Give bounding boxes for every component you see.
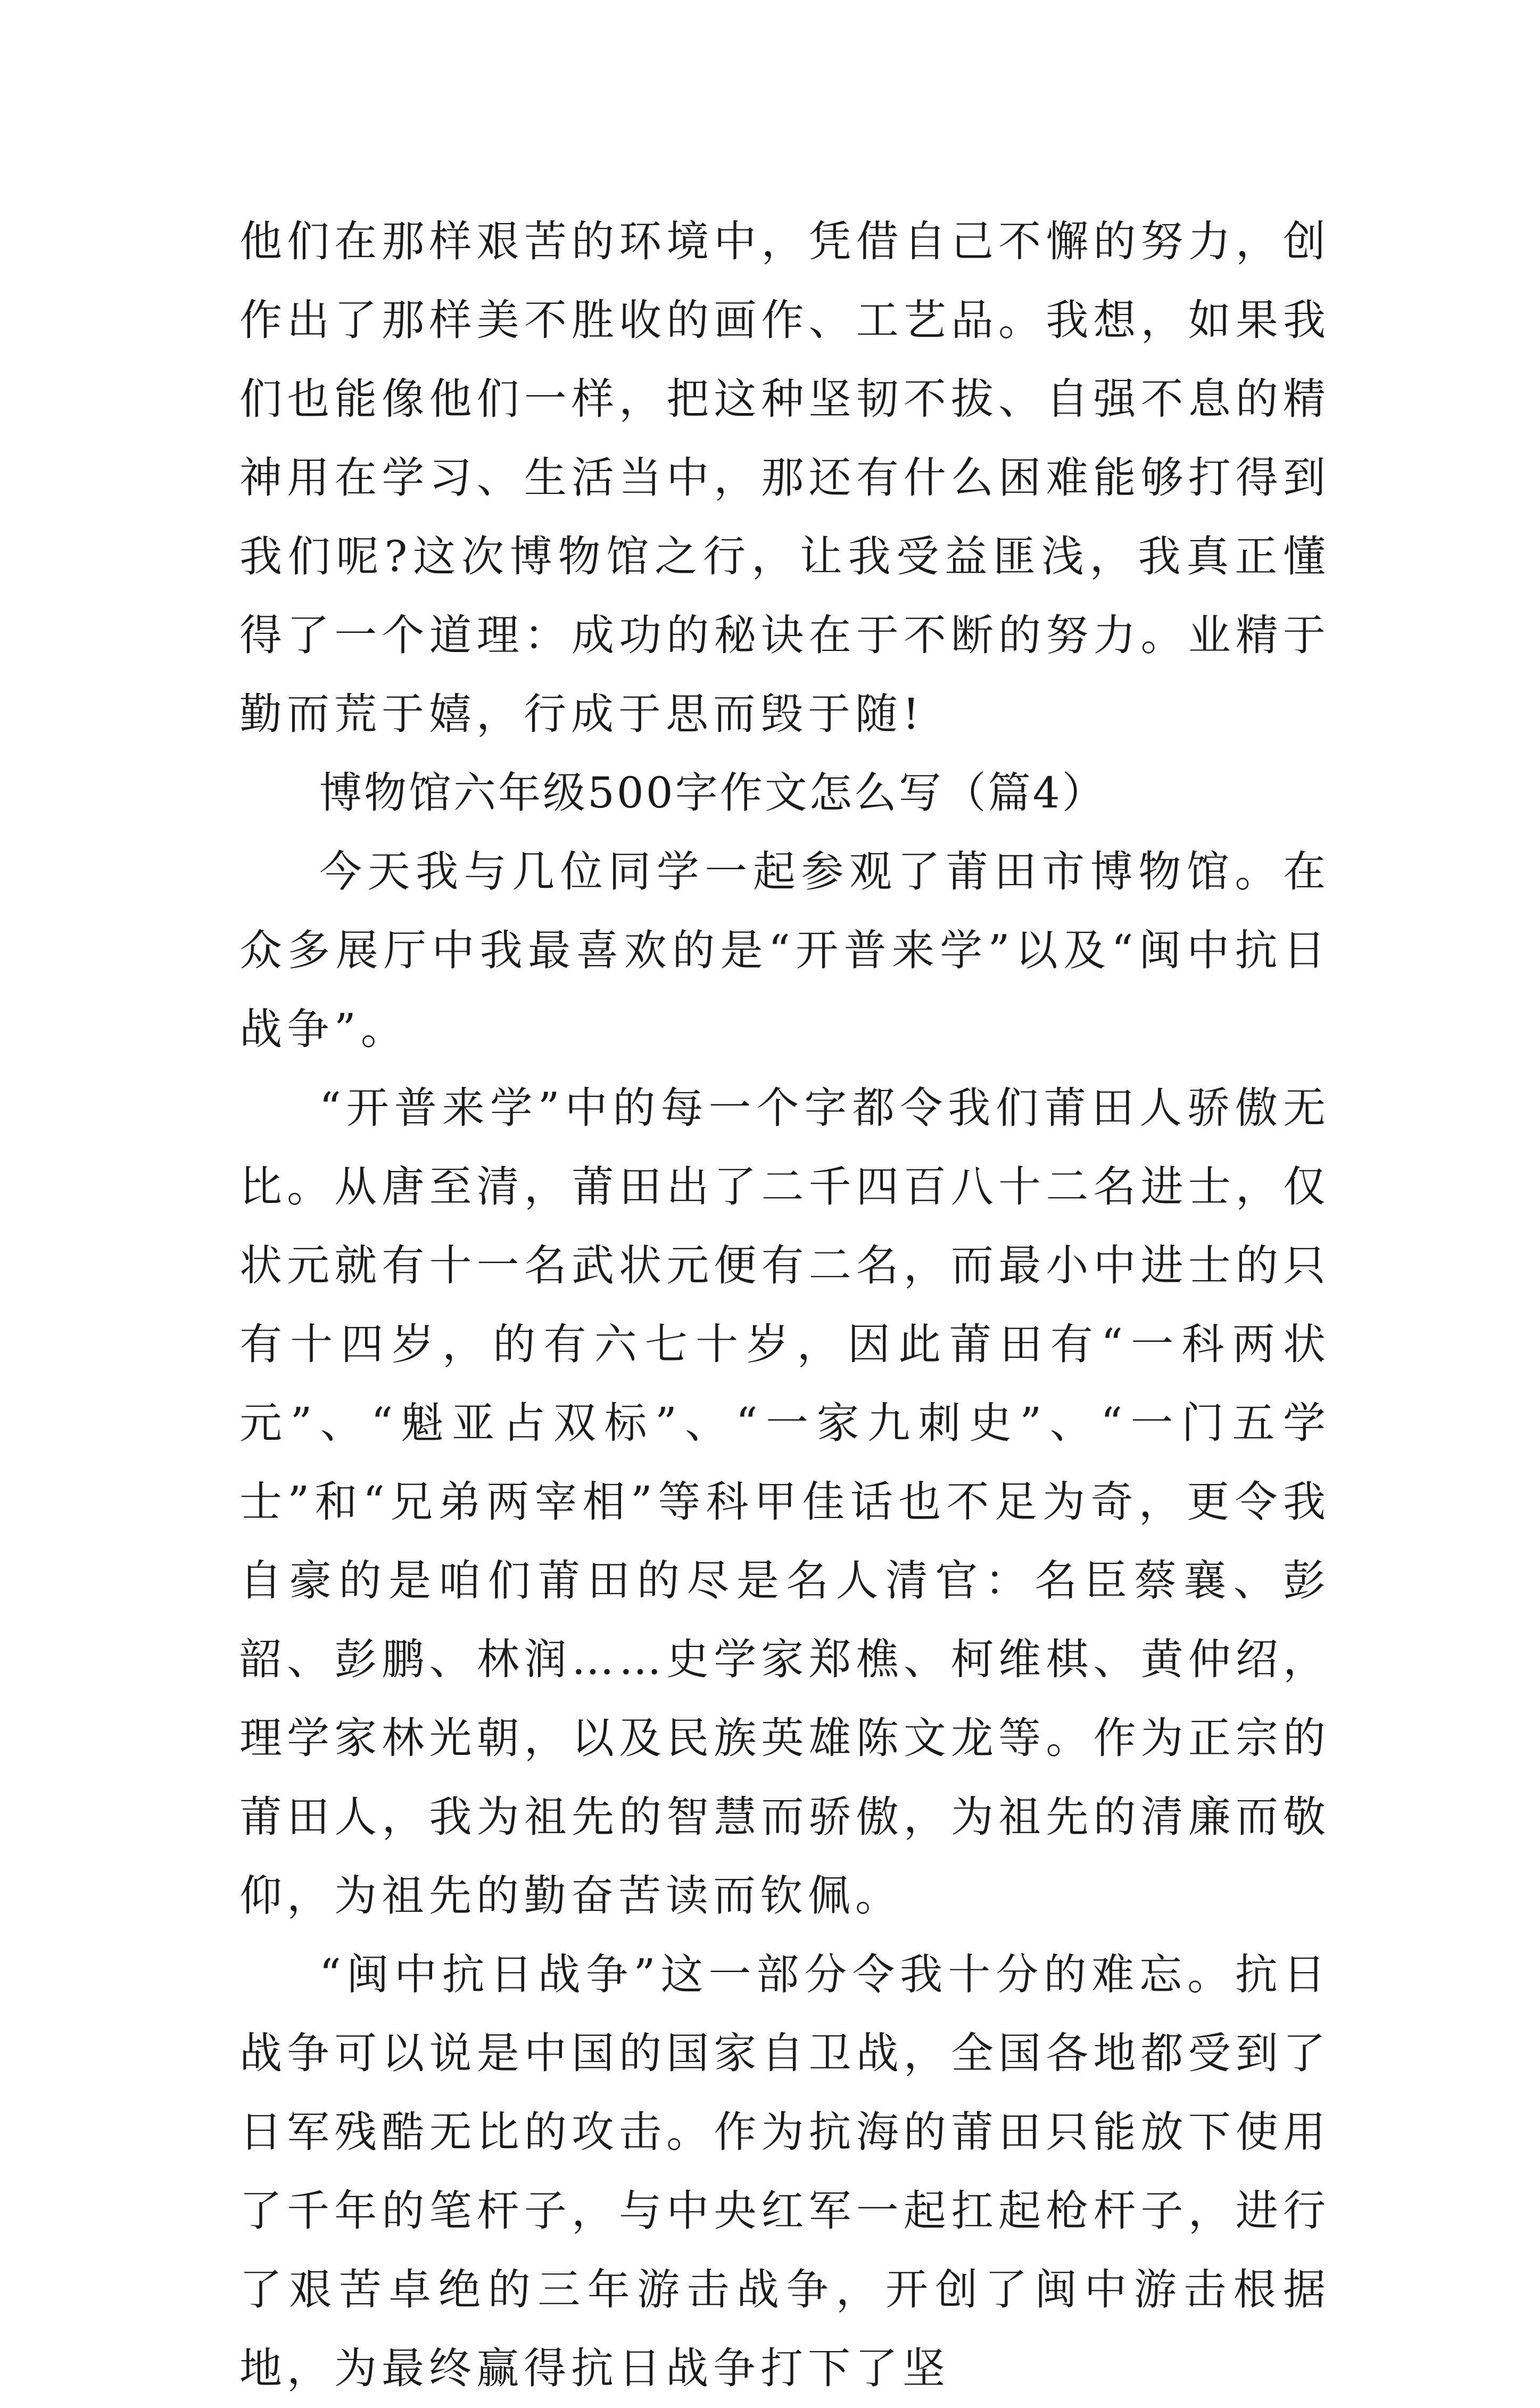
essay-heading: 博物馆六年级500字作文怎么写（篇4） [319, 768, 1107, 818]
paragraph-kaipu-laixue: “开普来学”中的每一个字都令我们莆田人骄傲无比。从唐至清，莆田出了二千四百八十二名进士，仅状元就有十一名武状元便有二名，而最小中进士的只有十四岁，的有六七十岁，因此莆田有“一科两状元”、“魁亚占双标”、“一家九刺史”、“一门五学士”和“兄弟两宰相”等科甲佳话也不足为奇，更令我自豪的是咱们莆田的尽是名人清官：名臣蔡襄、彭韶、彭鹏、林润……史学家郑樵、柯维棋、黄仲绍，理学家林光朝，以及民族英雄陈文龙等。作为正宗的莆田人，我为祖先的智慧而骄傲，为祖先的清廉而敬仰，为祖先的勤奋苦读而钦佩。 [239, 1083, 1330, 1920]
document-body [239, 202, 1330, 2408]
paragraph-intro: 今天我与几位同学一起参观了莆田市博物馆。在众多展厅中我最喜欢的是“开普来学”以及“闽中抗日战争”。 [239, 847, 1330, 1054]
paragraph-minzhong-war: “闽中抗日战争”这一部分令我十分的难忘。抗日战争可以说是中国的国家自卫战，全国各地都受到了日军残酷无比的攻击。作为抗海的莆田只能放下使用了千年的笔杆子，与中央红军一起扛起枪杆子，进行了艰苦卓绝的三年游击战争，开创了闽中游击根据地，为最终赢得抗日战争打下了坚 [239, 1950, 1330, 2393]
paragraph-continued: 他们在那样艰苦的环境中，凭借自己不懈的努力，创作出了那样美不胜收的画作、工艺品。我想，如果我们也能像他们一样，把这种坚韧不拔、自强不息的精神用在学习、生活当中，那还有什么困难能够打得到我们呢?这次博物馆之行，让我受益匪浅，我真正懂得了一个道理：成功的秘诀在于不断的努力。业精于勤而荒于嬉，行成于思而毁于随! [239, 217, 1330, 739]
